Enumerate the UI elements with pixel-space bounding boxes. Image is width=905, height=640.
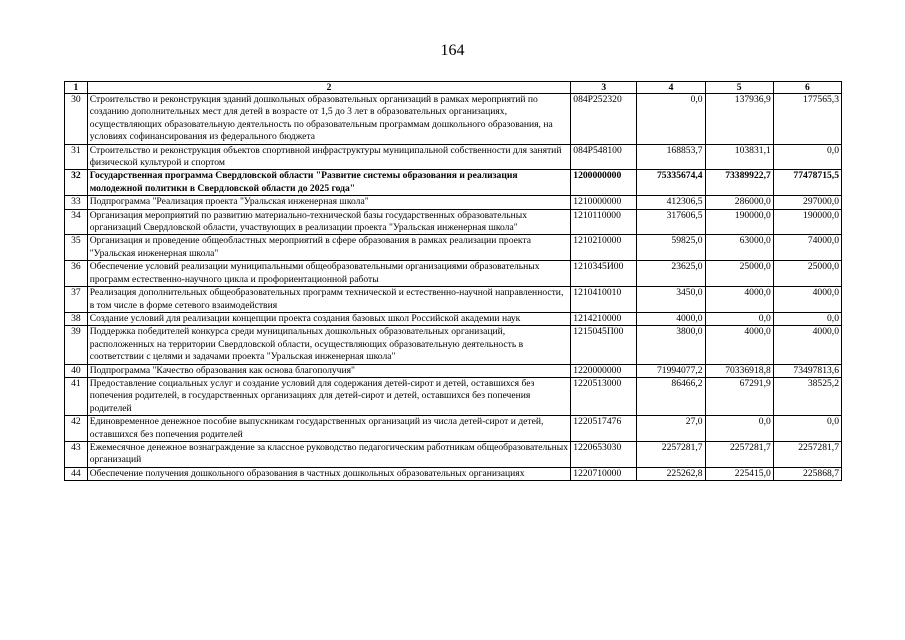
row-name: Реализация дополнительных общеобразовательных программ технической и естественно-научной направленности, в том числе в форме сетевого взаимодействия xyxy=(87,287,571,313)
row-value-4: 3450,0 xyxy=(637,287,705,313)
row-value-6: 225868,7 xyxy=(773,467,841,480)
row-value-5: 137936,9 xyxy=(705,94,773,145)
row-value-5: 0,0 xyxy=(705,312,773,325)
row-value-5: 0,0 xyxy=(705,416,773,442)
row-value-5: 225415,0 xyxy=(705,467,773,480)
row-name: Строительство и реконструкция зданий дошкольных образовательных организаций в рамках мероприятий по созданию дополнительных мест для детей в возрасте от 1,5 до 3 лет в образовательных организациях, осуществляющих образовательную деятельность по образовательным программам дошкольного образования, на условиях софинансирования из федерального бюджета xyxy=(87,94,571,145)
row-name: Предоставление социальных услуг и создание условий для содержания детей-сирот и детей, оставшихся без попечения родителей, в государственных организациях для детей-сирот и детей, оставшихся без попечения родителей xyxy=(87,377,571,415)
row-name: Единовременное денежное пособие выпускникам государственных организаций из числа детей-сирот и детей, оставшихся без попечения родителей xyxy=(87,416,571,442)
row-value-4: 86466,2 xyxy=(637,377,705,415)
row-number: 40 xyxy=(65,364,88,377)
row-code: 1220517476 xyxy=(571,416,637,442)
row-value-4: 412306,5 xyxy=(637,196,705,209)
row-name: Подпрограмма "Реализация проекта "Уральская инженерная школа" xyxy=(87,196,571,209)
row-value-4: 27,0 xyxy=(637,416,705,442)
row-value-6: 190000,0 xyxy=(773,209,841,235)
row-number: 31 xyxy=(65,144,88,170)
row-code: 1210210000 xyxy=(571,235,637,261)
table-row xyxy=(65,326,842,364)
row-value-5: 63000,0 xyxy=(705,235,773,261)
table-row xyxy=(65,235,842,261)
row-value-5: 103831,1 xyxy=(705,144,773,170)
row-value-4: 0,0 xyxy=(637,94,705,145)
table-row xyxy=(65,209,842,235)
table-row xyxy=(65,441,842,467)
row-value-6: 0,0 xyxy=(773,312,841,325)
row-value-5: 73389922,7 xyxy=(705,170,773,196)
table-row xyxy=(65,467,842,480)
row-number: 38 xyxy=(65,312,88,325)
table-body xyxy=(65,94,842,481)
table-row xyxy=(65,364,842,377)
column-header-1: 1 xyxy=(65,82,88,94)
row-name: Строительство и реконструкция объектов спортивной инфраструктуры муниципальной собственности для занятий физической культурой и спортом xyxy=(87,144,571,170)
row-value-6: 25000,0 xyxy=(773,261,841,287)
row-code: 084P252320 xyxy=(571,94,637,145)
column-header-2: 2 xyxy=(87,82,571,94)
row-value-6: 2257281,7 xyxy=(773,441,841,467)
row-value-6: 177565,3 xyxy=(773,94,841,145)
row-code: 1210410010 xyxy=(571,287,637,313)
row-code: 1200000000 xyxy=(571,170,637,196)
row-number: 43 xyxy=(65,441,88,467)
row-value-6: 77478715,5 xyxy=(773,170,841,196)
row-value-5: 67291,9 xyxy=(705,377,773,415)
row-code: 1220710000 xyxy=(571,467,637,480)
row-value-6: 4000,0 xyxy=(773,326,841,364)
table-row xyxy=(65,416,842,442)
row-value-5: 25000,0 xyxy=(705,261,773,287)
row-number: 37 xyxy=(65,287,88,313)
row-value-5: 4000,0 xyxy=(705,326,773,364)
row-value-6: 74000,0 xyxy=(773,235,841,261)
row-value-4: 59825,0 xyxy=(637,235,705,261)
row-value-6: 73497813,6 xyxy=(773,364,841,377)
row-value-5: 190000,0 xyxy=(705,209,773,235)
row-value-5: 286000,0 xyxy=(705,196,773,209)
row-value-4: 317606,5 xyxy=(637,209,705,235)
row-number: 44 xyxy=(65,467,88,480)
row-code: 084P548100 xyxy=(571,144,637,170)
row-value-4: 71994077,2 xyxy=(637,364,705,377)
budget-table xyxy=(64,81,842,481)
row-code: 1215045П00 xyxy=(571,326,637,364)
table-row xyxy=(65,144,842,170)
row-value-4: 2257281,7 xyxy=(637,441,705,467)
row-code: 1210345И00 xyxy=(571,261,637,287)
table-row xyxy=(65,94,842,145)
row-value-6: 297000,0 xyxy=(773,196,841,209)
table-row xyxy=(65,377,842,415)
row-name: Подпрограмма "Качество образования как основа благополучия" xyxy=(87,364,571,377)
row-value-4: 4000,0 xyxy=(637,312,705,325)
row-value-4: 23625,0 xyxy=(637,261,705,287)
row-name: Организация и проведение общеобластных мероприятий в сфере образования в рамках реализации проекта "Уральская инженерная школа" xyxy=(87,235,571,261)
row-name: Создание условий для реализации концепции проекта создания базовых школ Российской академии наук xyxy=(87,312,571,325)
row-number: 36 xyxy=(65,261,88,287)
column-header-5: 5 xyxy=(705,82,773,94)
column-header-6: 6 xyxy=(773,82,841,94)
row-number: 39 xyxy=(65,326,88,364)
table-row xyxy=(65,287,842,313)
table-row xyxy=(65,196,842,209)
row-value-5: 2257281,7 xyxy=(705,441,773,467)
row-value-6: 0,0 xyxy=(773,416,841,442)
row-code: 1220513000 xyxy=(571,377,637,415)
table-row xyxy=(65,170,842,196)
header-row xyxy=(65,82,842,94)
table-row xyxy=(65,261,842,287)
row-value-4: 225262,8 xyxy=(637,467,705,480)
column-header-3: 3 xyxy=(571,82,637,94)
row-value-6: 38525,2 xyxy=(773,377,841,415)
row-value-4: 168853,7 xyxy=(637,144,705,170)
row-code: 1214210000 xyxy=(571,312,637,325)
page-number: 164 xyxy=(440,42,465,59)
row-name: Ежемесячное денежное вознаграждение за классное руководство педагогическим работникам общеобразовательных организаций xyxy=(87,441,571,467)
row-name: Организация мероприятий по развитию материально-технической базы государственных образовательных организаций Свердловской области, участвующих в реализации проекта "Уральская инженерная школа" xyxy=(87,209,571,235)
row-name: Государственная программа Свердловской области "Развитие системы образования и реализация молодежной политики в Свердловской области до 2025 года" xyxy=(87,170,571,196)
row-number: 42 xyxy=(65,416,88,442)
row-number: 32 xyxy=(65,170,88,196)
row-name: Поддержка победителей конкурса среди муниципальных дошкольных образовательных организаций, расположенных на территории Свердловской области, осуществляющих образовательную деятельность в соответствии с целями и задачами проекта "Уральская инженерная школа" xyxy=(87,326,571,364)
row-name: Обеспечение условий реализации муниципальными общеобразовательными организациями образовательных программ естественно-научного цикла и профориентационной работы xyxy=(87,261,571,287)
row-number: 35 xyxy=(65,235,88,261)
row-number: 34 xyxy=(65,209,88,235)
row-code: 1210000000 xyxy=(571,196,637,209)
row-value-6: 4000,0 xyxy=(773,287,841,313)
table-row xyxy=(65,312,842,325)
row-code: 1210110000 xyxy=(571,209,637,235)
row-code: 1220000000 xyxy=(571,364,637,377)
row-number: 30 xyxy=(65,94,88,145)
row-code: 1220653030 xyxy=(571,441,637,467)
row-value-4: 75335674,4 xyxy=(637,170,705,196)
row-value-6: 0,0 xyxy=(773,144,841,170)
row-value-5: 4000,0 xyxy=(705,287,773,313)
row-name: Обеспечение получения дошкольного образования в частных дошкольных образовательных организациях xyxy=(87,467,571,480)
column-header-4: 4 xyxy=(637,82,705,94)
row-number: 41 xyxy=(65,377,88,415)
row-value-4: 3800,0 xyxy=(637,326,705,364)
row-value-5: 70336918,8 xyxy=(705,364,773,377)
row-number: 33 xyxy=(65,196,88,209)
